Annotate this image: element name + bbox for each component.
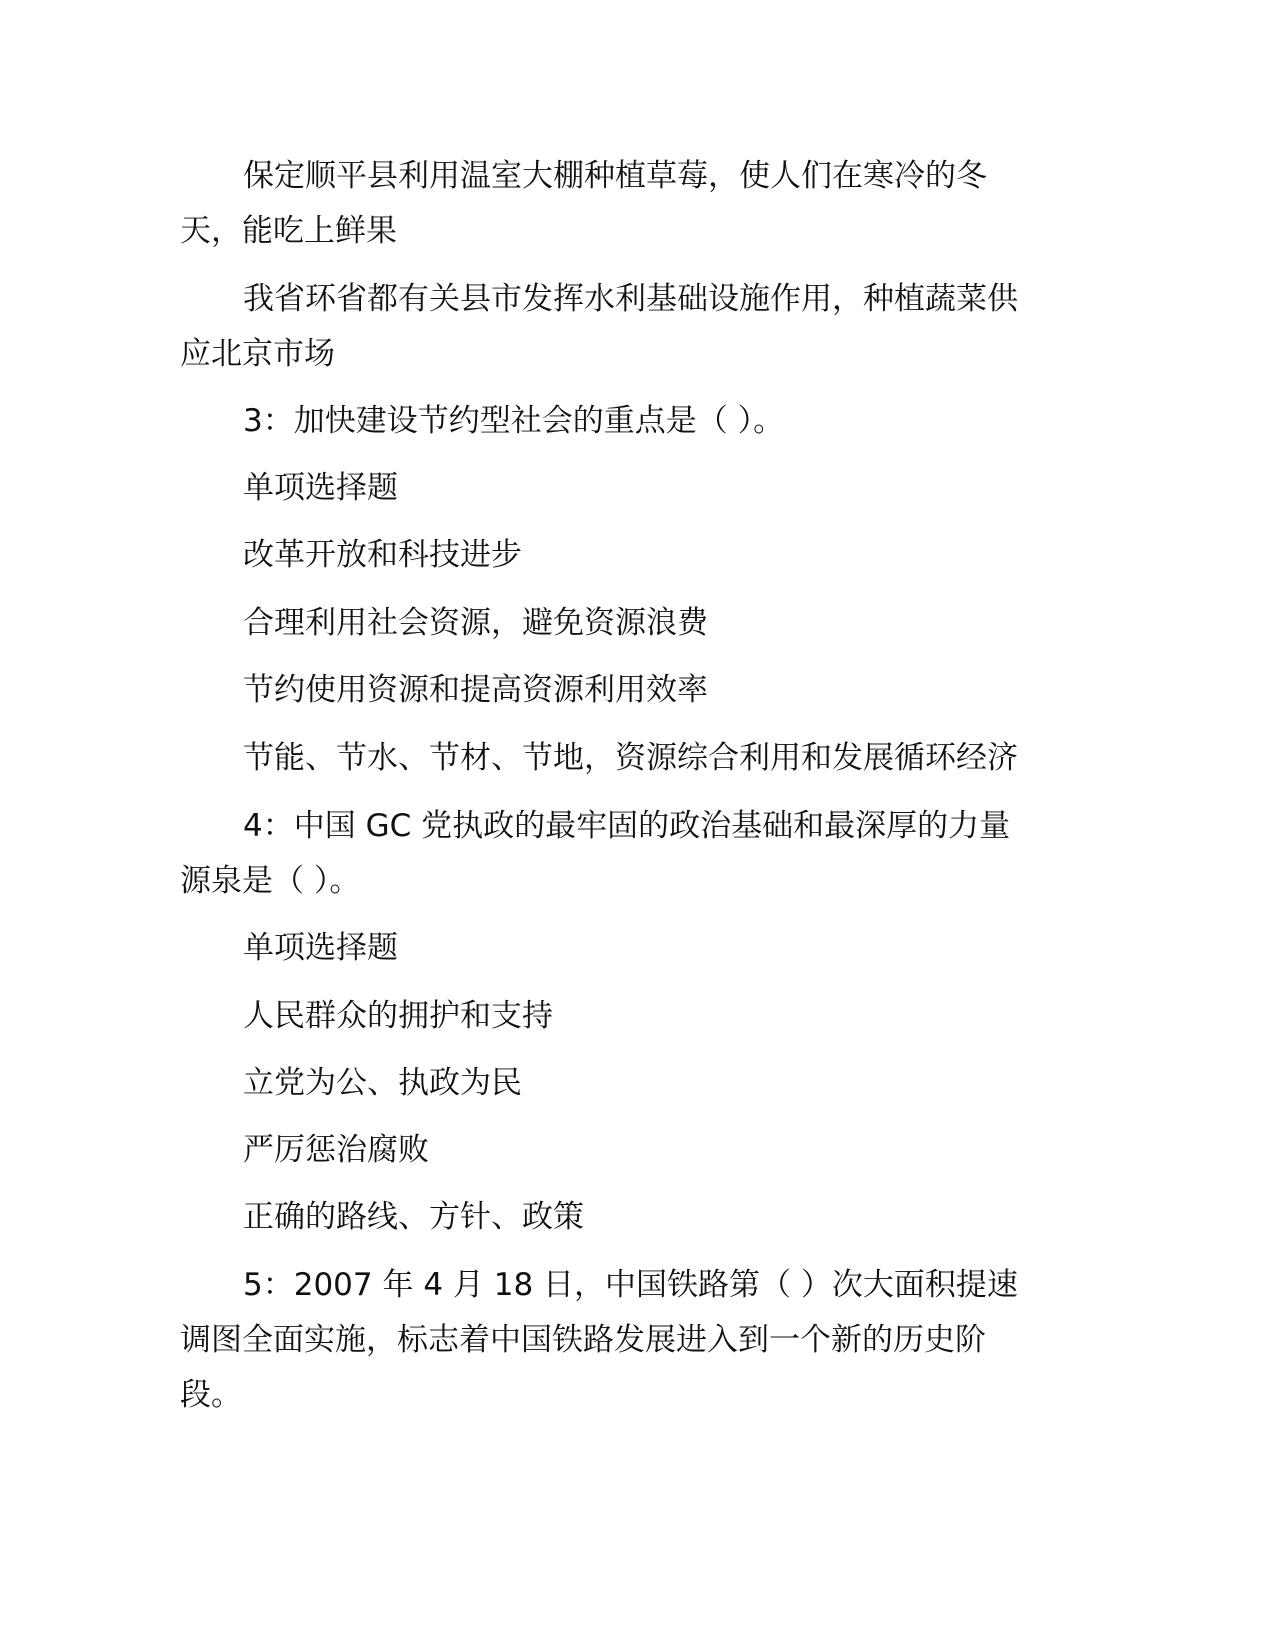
question-4-continued: 源泉是（ ）。: [180, 863, 361, 899]
answer-option: 合理利用社会资源，避免资源浪费: [243, 605, 708, 641]
question-type: 单项选择题: [243, 470, 398, 506]
answer-option: 人民群众的拥护和支持: [243, 998, 553, 1034]
paragraph-line: 保定顺平县利用温室大棚种植草莓，使人们在寒冷的冬: [243, 158, 987, 194]
question-4: 4：中国 GC 党执政的最牢固的政治基础和最深厚的力量: [243, 808, 1011, 844]
paragraph-line: 天，能吃上鲜果: [180, 213, 397, 249]
answer-option: 严厉惩治腐败: [243, 1132, 429, 1168]
answer-option: 正确的路线、方针、政策: [243, 1199, 584, 1235]
answer-option: 改革开放和科技进步: [243, 537, 522, 573]
question-type: 单项选择题: [243, 930, 398, 966]
paragraph-line: 应北京市场: [180, 336, 335, 372]
question-5-continued: 段。: [180, 1377, 242, 1413]
question-5: 5：2007 年 4 月 18 日，中国铁路第（ ）次大面积提速: [243, 1267, 1018, 1303]
answer-option: 立党为公、执政为民: [243, 1065, 522, 1101]
answer-option: 节能、节水、节材、节地，资源综合利用和发展循环经济: [243, 740, 1018, 776]
question-3: 3：加快建设节约型社会的重点是（ ）。: [243, 403, 785, 439]
answer-option: 节约使用资源和提高资源利用效率: [243, 672, 708, 708]
question-5-continued: 调图全面实施，标志着中国铁路发展进入到一个新的历史阶: [180, 1322, 986, 1358]
paragraph-line: 我省环省都有关县市发挥水利基础设施作用，种植蔬菜供: [243, 281, 1018, 317]
